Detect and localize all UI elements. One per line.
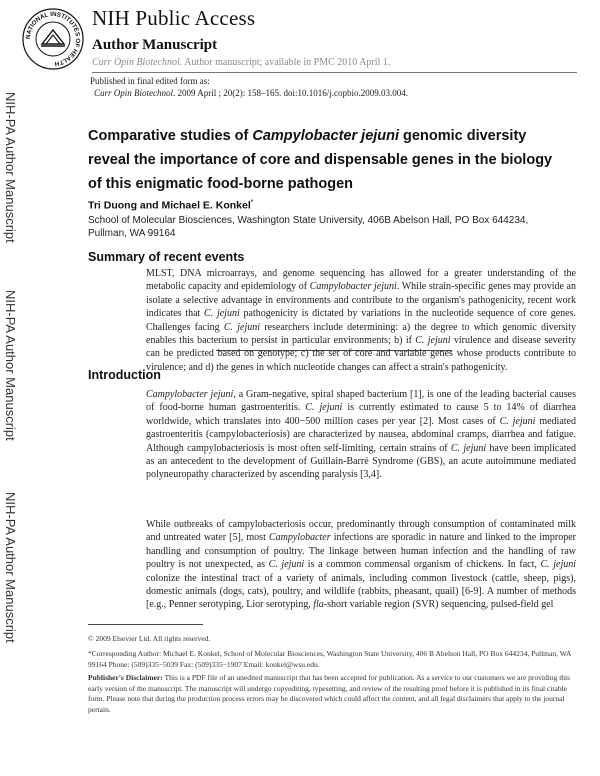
availability-text: Author manuscript; available in PMC 2010 April 1. [184, 57, 391, 68]
journal-abbrev: Curr Opin Biotechnol. [92, 57, 183, 68]
publisher-disclaimer [88, 673, 576, 715]
side-label-2: NIH-PA Author Manuscript [3, 290, 18, 441]
author-manuscript-label: Author Manuscript [92, 37, 218, 53]
nih-logo [22, 8, 84, 70]
footnote-divider [88, 624, 203, 625]
side-label-1: NIH-PA Author Manuscript [3, 92, 18, 243]
article-title [88, 124, 558, 196]
svg-text:NATIONAL INSTITUTES OF HEALTH [25, 11, 81, 67]
intro-paragraph-1: Campylobacter jejuni, a Gram-negative, spiral shaped bacterium [1], is one of the leading bacterial causes of food-borne human gastroenteritis. C. jejuni is currently estimated to cause 5 to 14% of diarrhea worldwide, which translates into 400−500 million cases per year [2]. Most cases of C. jejuni mediated gastroenteritis (campylobacteriosis) are characterized by nausea, abdominal cramps, diarrhea and fatigue. Although campylobacteriosis is most often self-limiting, certain strains of C. jejuni have been implicated as an antecedent to the development of Guillain-Barré Syndrome (GBS), an acute autoimmune mediated polyneuropathy characterized by ascending paralysis [3,4]. [146, 389, 576, 481]
copyright-note: © 2009 Elsevier Ltd. All rights reserved. [88, 634, 211, 643]
author-names: Tri Duong and Michael E. Konkel [88, 199, 251, 212]
summary-divider [216, 350, 452, 351]
author-mark: * [250, 199, 254, 206]
authors [88, 199, 254, 212]
affiliation: School of Molecular Biosciences, Washington State University, 406B Abelson Hall, PO Box 644234, Pullman, WA 99164 [88, 215, 529, 239]
title-part-1: Comparative studies of [88, 128, 253, 144]
published-label: Published in final edited form as: [90, 76, 210, 86]
disclaimer-label: Publisher's Disclaimer: [88, 673, 163, 682]
availability-line [92, 57, 390, 68]
header-divider [92, 72, 577, 73]
summary-heading: Summary of recent events [88, 250, 245, 264]
introduction-heading: Introduction [88, 368, 161, 382]
corresponding-author-note: *Corresponding Author: Michael E. Konkel, School of Molecular Biosciences, Washington State University, 406 B Abelson Hall, PO Box 644234, Pullman, WA 99164 Phone: (509)335−5039 Fax: (509)335−1907 Email: konkel@wsu.edu. [88, 649, 571, 669]
title-italic: Campylobacter jejuni [252, 128, 400, 144]
logo-text: NATIONAL INSTITUTES OF HEALTH [24, 10, 82, 67]
nih-public-access-title: NIH Public Access [92, 6, 256, 30]
summary-paragraph: MLST, DNA microarrays, and genome sequencing has allowed for a greater understanding of the metabolic capacity and epidemiology of Campylobacter jejuni. While strain-specific genes may provide an isolate a selective advantage in environments and contribute to the organism's pathogenicity, recent work indicates that C. jejuni pathogenicity is dictated by variations in the nucleotide sequence of core genes. Challenges facing C. jejuni researchers include determining: a) the degree to which genomic diversity enables this bacterium to persist in particular environments; b) if C. jejuni virulence and disease severity can be predicted based on genotype; c) the set of core and variable genes whose products contribute to virulence; and d) the genes in which nucleotide changes can affect a strain's pathogenicity. [146, 268, 577, 373]
citation-journal: Curr Opin Biotechnol [94, 88, 173, 98]
intro-paragraph-2: While outbreaks of campylobacteriosis occur, predominantly through consumption of contaminated milk and untreated water [5], most Campylobacter infections are sporadic in nature and linked to the improper handling and consumption of poultry. The linkage between human infection and the handling of raw poultry is not unexpected, as C. jejuni is a common commensal organism of chickens. In fact, C. jejuni colonize the intestinal tract of a variety of animals, including common livestock (cattle, sheep, pigs), domestic animals (dogs, cats), poultry, and wildlife (rabbits, pheasant, quail) [6-9]. A number of methods [e.g., Penner serotyping, Lior serotyping, fla-short variable region (SVR) sequencing, pulsed-field gel [146, 519, 577, 611]
title-part-2: genomic diversity reveal the importance of core and dispensable genes in the biology of this enigmatic food-borne pathogen [88, 128, 553, 192]
side-label-3: NIH-PA Author Manuscript [3, 492, 18, 643]
citation [94, 88, 408, 98]
disclaimer-text: This is a PDF file of an unedited manuscript that has been accepted for publication. As a service to our customers we are providing this early version of the manuscript. The manuscript will undergo copyediting, typesetting, and review of the resulting proof before it is published in its final citable form. Please note that during the production process errors may be discovered which could affect the content, and all legal disclaimers that apply to the journal pertain. [88, 673, 571, 714]
citation-details: . 2009 April ; 20(2): 158–165. doi:10.1016/j.copbio.2009.03.004. [173, 88, 408, 98]
